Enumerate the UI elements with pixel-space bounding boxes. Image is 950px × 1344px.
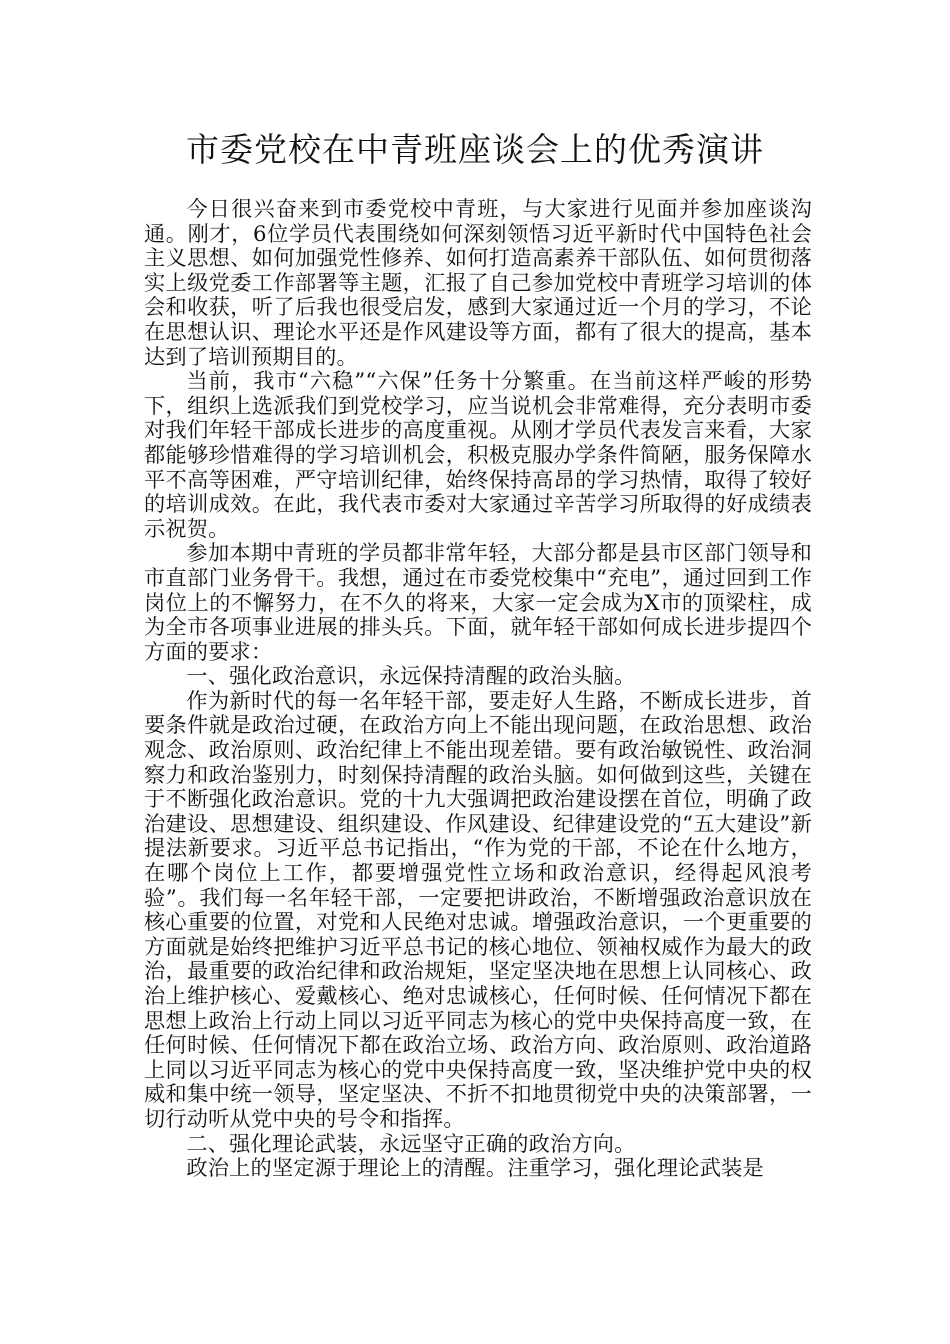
- section-heading-1: 一、强化政治意识，永远保持清醒的政治头脑。: [186, 663, 636, 689]
- paragraph-2: 当前，我市“六稳”“六保”任务十分繁重。在当前这样严峻的形势下，组织上选派我们到党校学习，应当说机会非常难得，充分表明市委对我们年轻干部成长进步的高度重视。从刚才学员代表发言来看，大家都能够珍惜难得的学习培训机会，积极克服办学条件简陋，服务保障水平不高等困难，严守培训纪律，始终保持高昂的学习热情，取得了较好的培训成效。在此，我代表市委对大家通过辛苦学习所取得的好成绩表示祝贺。: [144, 368, 812, 541]
- paragraph-4: 作为新时代的每一名年轻干部，要走好人生路，不断成长进步，首要条件就是政治过硬，在政治方向上不能出现问题，在政治思想、政治观念、政治原则、政治纪律上不能出现差错。要有政治敏锐性、政治洞察力和政治鉴别力，时刻保持清醒的政治头脑。如何做到这些，关键在于不断强化政治意识。党的十九大强调把政治建设摆在首位，明确了政治建设、思想建设、组织建设、作风建设、纪律建设党的“五大建设”新提法新要求。习近平总书记指出，“作为党的干部，不论在什么地方，在哪个岗位上工作，都要增强党性立场和政治意识，经得起风浪考验”。我们每一名年轻干部，一定要把讲政治，不断增强政治意识放在核心重要的位置，对党和人民绝对忠诚。增强政治意识，一个更重要的方面就是始终把维护习近平总书记的核心地位、领袖权威作为最大的政治，最重要的政治纪律和政治规矩，坚定坚决地在思想上认同核心、政治上维护核心、爱戴核心、绝对忠诚核心，任何时候、任何情况下都在思想上政治上行动上同以习近平同志为核心的党中央保持高度一致，在任何时候、任何情况下都在政治立场、政治方向、政治原则、政治道路上同以习近平同志为核心的党中央保持高度一致，坚决维护党中央的权威和集中统一领导，坚定坚决、不折不扣地贯彻党中央的决策部署，一切行动听从党中央的号令和指挥。: [144, 687, 812, 1131]
- document-body: [144, 197, 812, 1181]
- paragraph-1: 今日很兴奋来到市委党校中青班，与大家进行见面并参加座谈沟通。刚才，6位学员代表围绕如何深刻领悟习近平新时代中国特色社会主义思想、如何加强党性修养、如何打造高素养干部队伍、如何贯彻落实上级党委工作部署等主题，汇报了自己参加党校中青班学习培训的体会和收获，听了后我也很受启发，感到大家通过近一个月的学习，不论在思想认识、理论水平还是作风建设等方面，都有了很大的提高，基本达到了培训预期目的。: [144, 196, 812, 369]
- document-title: 市委党校在中青班座谈会上的优秀演讲: [186, 130, 764, 169]
- paragraph-5: 政治上的坚定源于理论上的清醒。注重学习，强化理论武装是: [186, 1155, 764, 1181]
- paragraph-3: 参加本期中青班的学员都非常年轻，大部分都是县市区部门领导和市直部门业务骨干。我想，通过在市委党校集中“充电”，通过回到工作岗位上的不懈努力，在不久的将来，大家一定会成为X市的顶梁柱，成为全市各项事业进展的排头兵。下面，就年轻干部如何成长进步提四个方面的要求：: [144, 540, 812, 664]
- section-heading-2: 二、强化理论武装，永远坚守正确的政治方向。: [186, 1130, 636, 1156]
